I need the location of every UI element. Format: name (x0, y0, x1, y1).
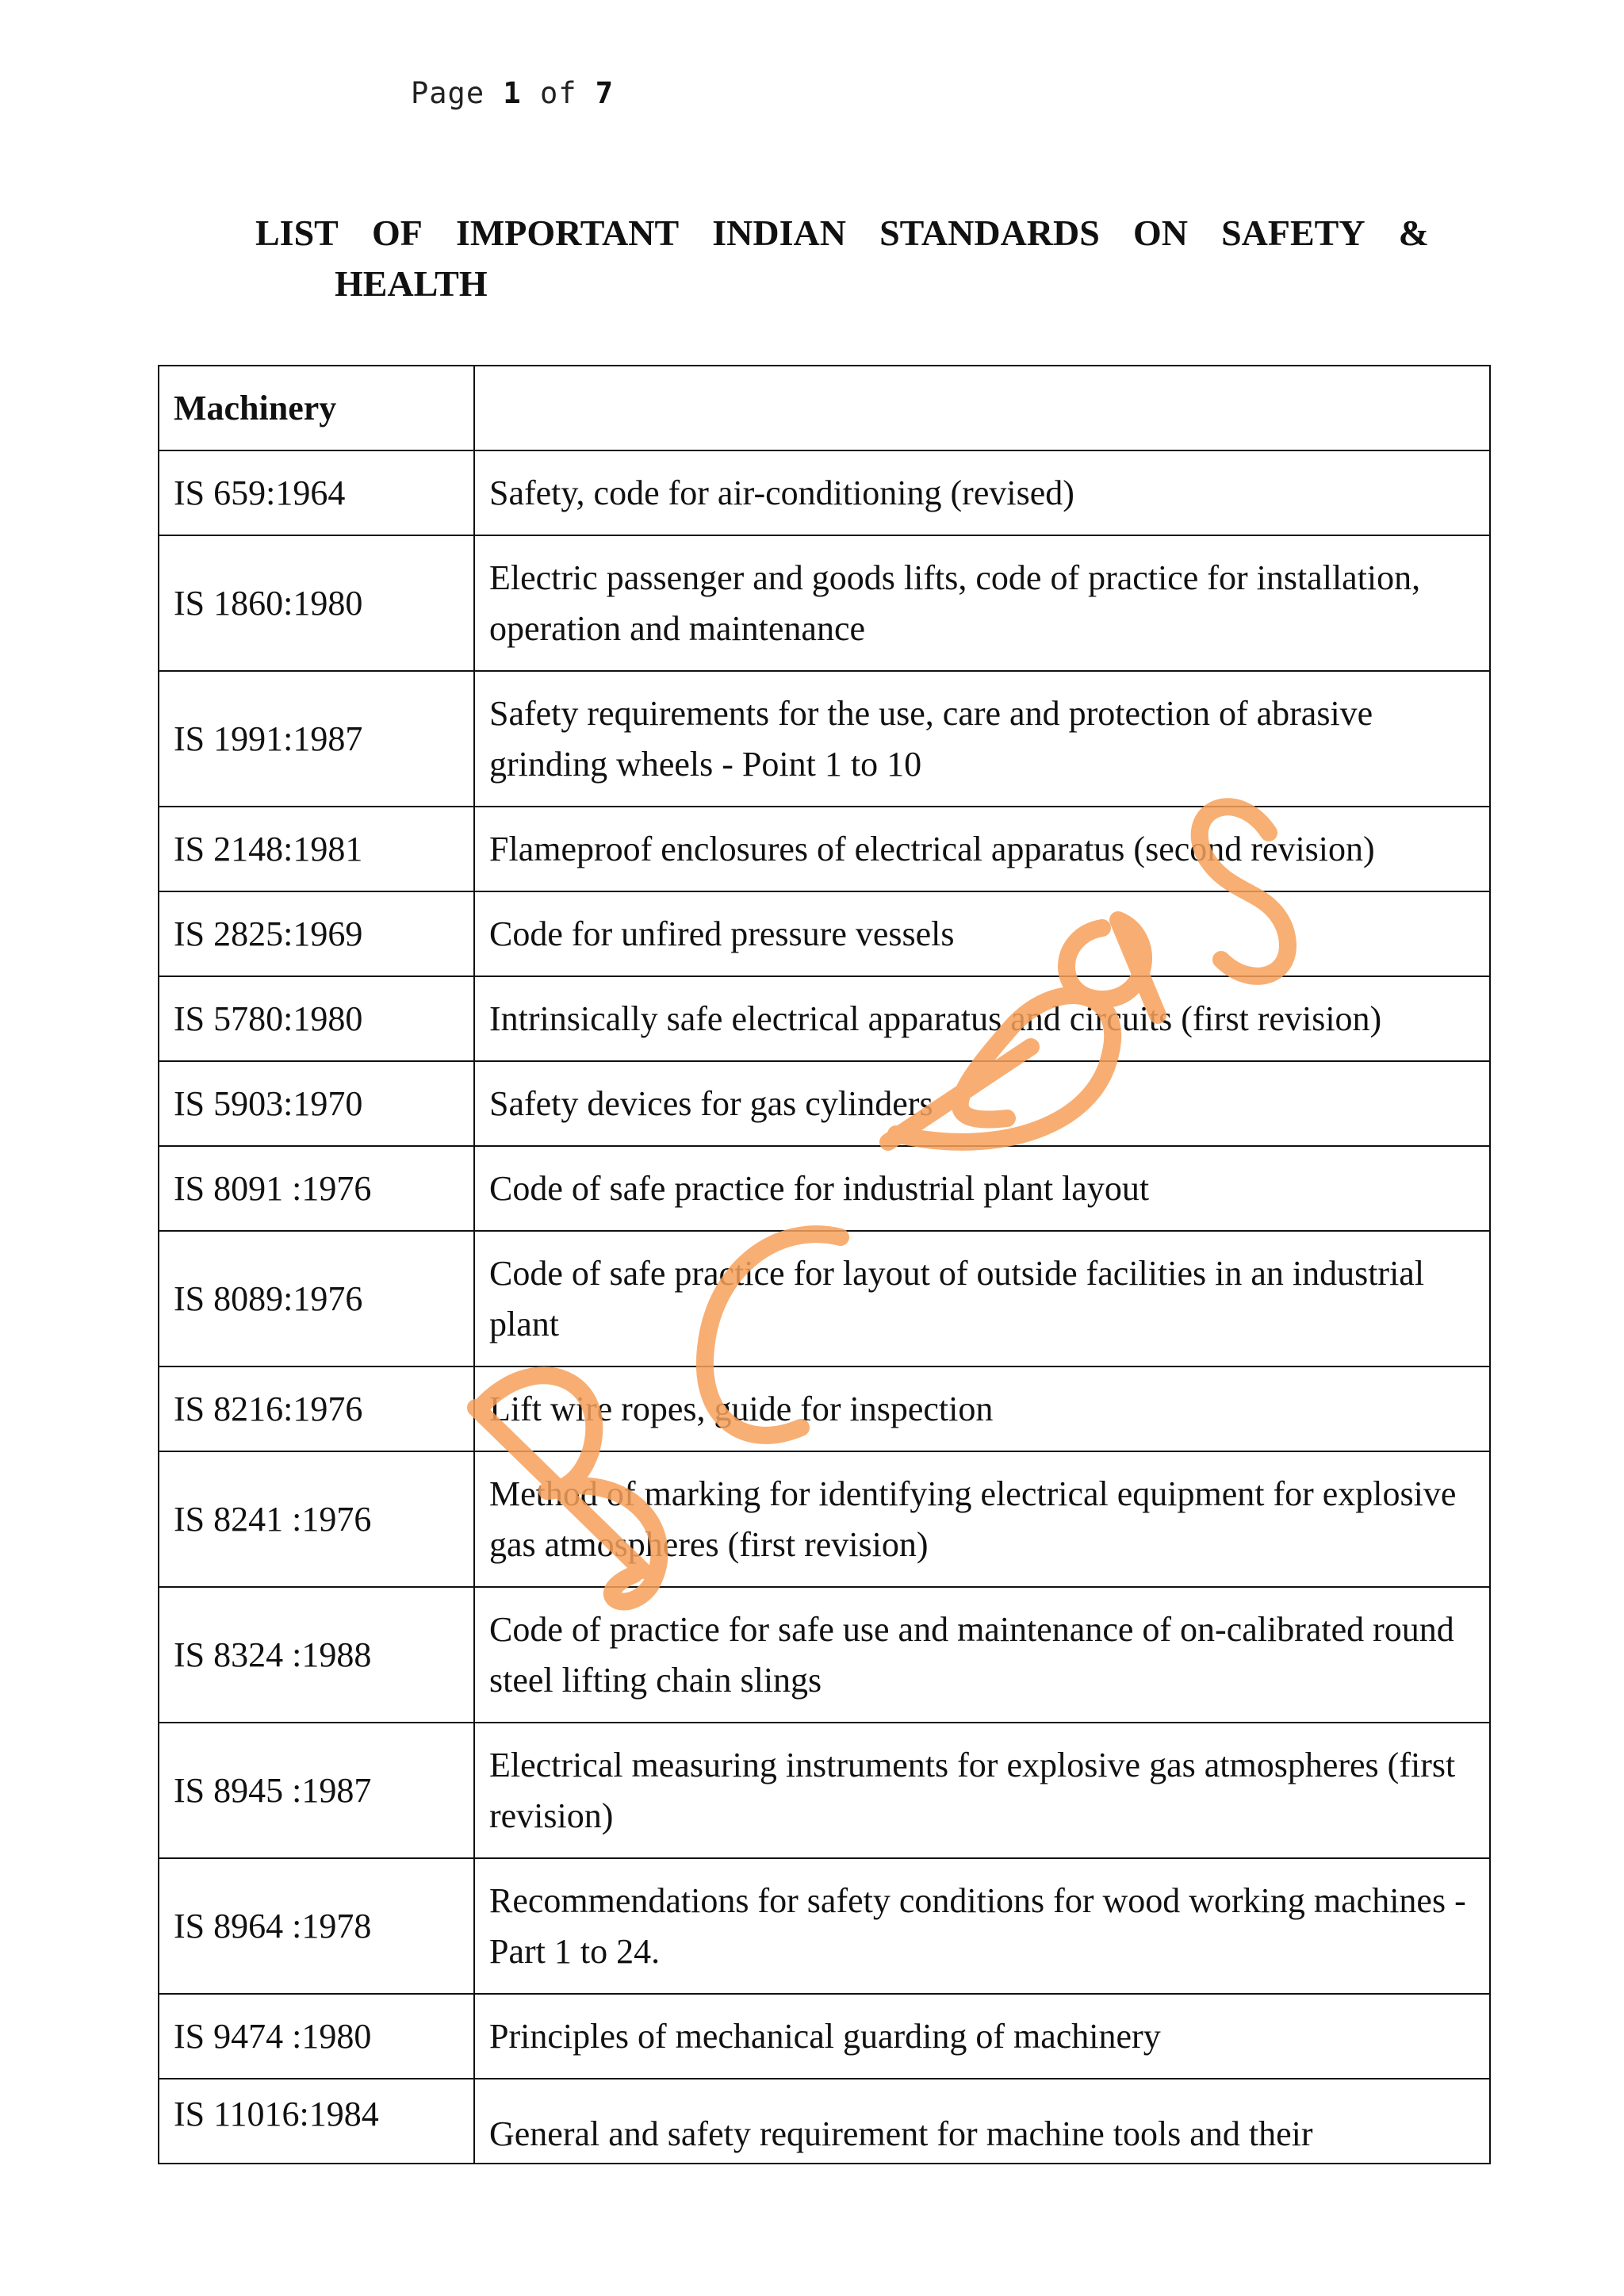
standard-code: IS 8091 :1976 (159, 1146, 474, 1231)
table-header-row (159, 366, 1490, 450)
table-row (159, 535, 1490, 671)
standard-code: IS 8324 :1988 (159, 1587, 474, 1723)
standard-code: IS 1860:1980 (159, 535, 474, 671)
table-row (159, 1366, 1490, 1451)
table-row (159, 2079, 1490, 2164)
standard-description: Lift wire ropes, guide for inspection (474, 1366, 1490, 1451)
table-row (159, 671, 1490, 807)
title-word: OF (371, 213, 423, 253)
title-line-1 (255, 208, 1429, 259)
standard-code: IS 2825:1969 (159, 891, 474, 976)
title-word: ON (1132, 213, 1188, 253)
section-heading: Machinery (159, 366, 474, 450)
standard-description: Code of safe practice for layout of outside facilities in an industrial plant (474, 1231, 1490, 1366)
page-counter-total: 7 (595, 76, 615, 110)
standard-description: Safety devices for gas cylinders (474, 1061, 1490, 1146)
page-counter-prefix: Page (411, 76, 485, 110)
title-word: SAFETY (1221, 213, 1365, 253)
page-counter-of: of (539, 76, 577, 110)
title-word: STANDARDS (879, 213, 1100, 253)
title-word: & (1398, 213, 1429, 253)
table-row (159, 1231, 1490, 1366)
table-row (159, 976, 1490, 1061)
table-row (159, 1994, 1490, 2079)
standard-code: IS 5780:1980 (159, 976, 474, 1061)
standard-description: Code of safe practice for industrial plant layout (474, 1146, 1490, 1231)
standard-description: Method of marking for identifying electrical equipment for explosive gas atmospheres (first revision) (474, 1451, 1490, 1587)
standard-description: Code of practice for safe use and maintenance of on-calibrated round steel lifting chain slings (474, 1587, 1490, 1723)
table-row (159, 1723, 1490, 1858)
standard-code: IS 8089:1976 (159, 1231, 474, 1366)
standard-description: Safety, code for air-conditioning (revised) (474, 450, 1490, 535)
table-row (159, 1858, 1490, 1994)
standards-table (158, 365, 1491, 2164)
standard-code: IS 9474 :1980 (159, 1994, 474, 2079)
standard-code: IS 8964 :1978 (159, 1858, 474, 1994)
table-row (159, 1061, 1490, 1146)
standard-description: Safety requirements for the use, care and protection of abrasive grinding wheels - Point 1 to 10 (474, 671, 1490, 807)
standard-code: IS 2148:1981 (159, 807, 474, 891)
table-row (159, 450, 1490, 535)
standard-description: Flameproof enclosures of electrical apparatus (second revision) (474, 807, 1490, 891)
document-title (255, 208, 1429, 309)
standard-code: IS 8241 :1976 (159, 1451, 474, 1587)
standard-code: IS 8216:1976 (159, 1366, 474, 1451)
section-heading-empty (474, 366, 1490, 450)
table-row (159, 1451, 1490, 1587)
standard-code: IS 11016:1984 (159, 2079, 474, 2164)
standard-description: General and safety requirement for machine tools and their (474, 2079, 1490, 2164)
standard-code: IS 5903:1970 (159, 1061, 474, 1146)
title-word: INDIAN (712, 213, 846, 253)
page-counter (411, 76, 614, 110)
title-word: IMPORTANT (455, 213, 680, 253)
standard-description: Intrinsically safe electrical apparatus and circuits (first revision) (474, 976, 1490, 1061)
table-row (159, 1146, 1490, 1231)
standard-description: Recommendations for safety conditions for wood working machines - Part 1 to 24. (474, 1858, 1490, 1994)
standard-code: IS 8945 :1987 (159, 1723, 474, 1858)
title-word: LIST (255, 213, 339, 253)
standard-description: Code for unfired pressure vessels (474, 891, 1490, 976)
standard-code: IS 1991:1987 (159, 671, 474, 807)
standard-description: Principles of mechanical guarding of machinery (474, 1994, 1490, 2079)
table-row (159, 891, 1490, 976)
standard-description: Electric passenger and goods lifts, code of practice for installation, operation and maintenance (474, 535, 1490, 671)
title-line-2: HEALTH (335, 263, 488, 304)
standard-description: Electrical measuring instruments for explosive gas atmospheres (first revision) (474, 1723, 1490, 1858)
table-row (159, 1587, 1490, 1723)
page-counter-current: 1 (503, 76, 522, 110)
standard-code: IS 659:1964 (159, 450, 474, 535)
table-row (159, 807, 1490, 891)
